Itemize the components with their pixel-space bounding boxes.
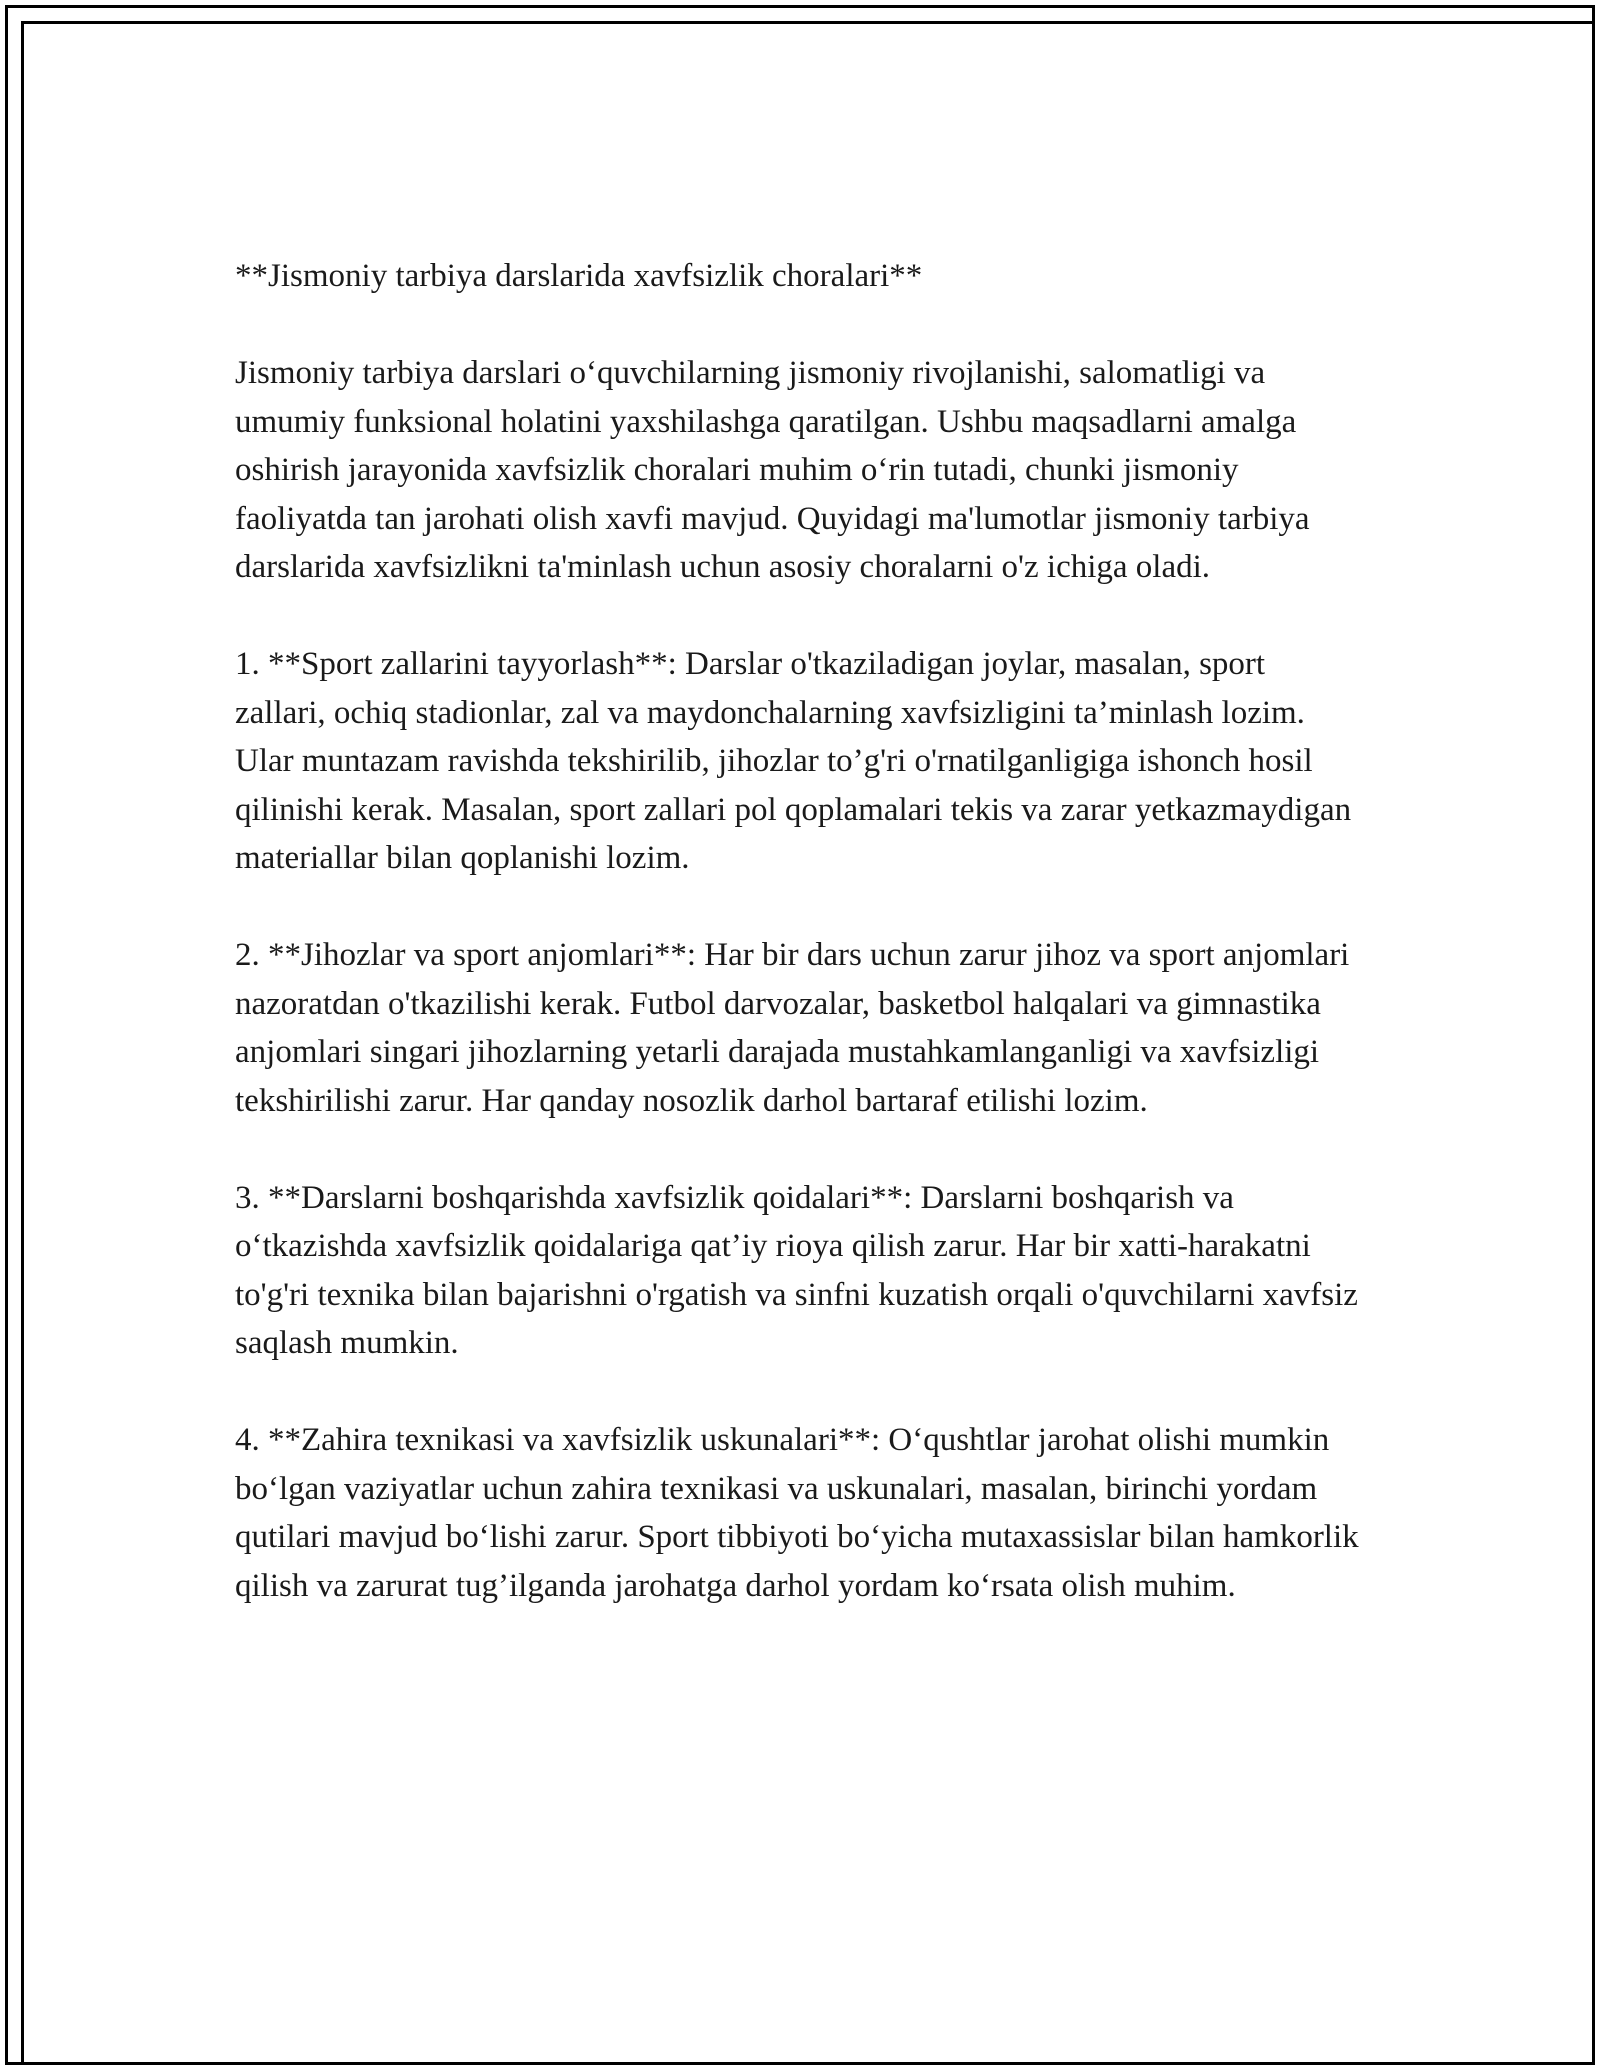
paragraph-spacer [235,592,1360,641]
section-4-paragraph: 4. **Zahira texnikasi va xavfsizlik uskunalari**: O‘qushtlar jarohat olishi mumkin bo‘lgan vaziyatlar uchun zahira texnikasi va uskunalari, masalan, birinchi yordam qutilari mavjud bo‘lishi zarur. Sport tibbiyoti bo‘yicha mutaxassislar bilan hamkorlik qilish va zarurat tug’ilganda jarohatga darhol yordam ko‘rsata olish muhim. [235,1422,1359,1604]
document-title: **Jismoniy tarbiya darslarida xavfsizlik choralari** [235,258,923,294]
paragraph-spacer [235,301,1360,350]
paragraph-spacer [235,1368,1360,1417]
section-2-paragraph: 2. **Jihozlar va sport anjomlari**: Har bir dars uchun zarur jihoz va sport anjomlari nazoratdan o'tkazilishi kerak. Futbol darvozalar, basketbol halqalari va gimnastika anjomlari singari jihozlarning yetarli darajada mustahkamlanganligi va xavfsizligi tekshirilishi zarur. Har qanday nosozlik darhol bartaraf etilishi lozim. [235,937,1350,1119]
document-body [235,252,1360,1610]
paragraph-spacer [235,1125,1360,1174]
paragraph-spacer [235,883,1360,932]
intro-paragraph: Jismoniy tarbiya darslari o‘quvchilarning jismoniy rivojlanishi, salomatligi va umumiy funksional holatini yaxshilashga qaratilgan. Ushbu maqsadlarni amalga oshirish jarayonida xavfsizlik choralari muhim o‘rin tutadi, chunki jismoniy faoliyatda tan jarohati olish xavfi mavjud. Quyidagi ma'lumotlar jismoniy tarbiya darslarida xavfsizlikni ta'minlash uchun asosiy choralarni o'z ichiga oladi. [235,355,1310,585]
section-3-paragraph: 3. **Darslarni boshqarishda xavfsizlik qoidalari**: Darslarni boshqarish va o‘tkazishda xavfsizlik qoidalariga qat’iy rioya qilish zarur. Har bir xatti-harakatni to'g'ri texnika bilan bajarishni o'rgatish va sinfni kuzatish orqali o'quvchilarni xavfsiz saqlash mumkin. [235,1179,1358,1361]
section-1-paragraph: 1. **Sport zallarini tayyorlash**: Darslar o'tkaziladigan joylar, masalan, sport zallari, ochiq stadionlar, zal va maydonchalarning xavfsizligini ta’minlash lozim. Ular muntazam ravishda tekshirilib, jihozlar to’g'ri o'rnatilganligiga ishonch hosil qilinishi kerak. Masalan, sport zallari pol qoplamalari tekis va zarar yetkazmaydigan materiallar bilan qoplanishi lozim. [235,646,1352,876]
